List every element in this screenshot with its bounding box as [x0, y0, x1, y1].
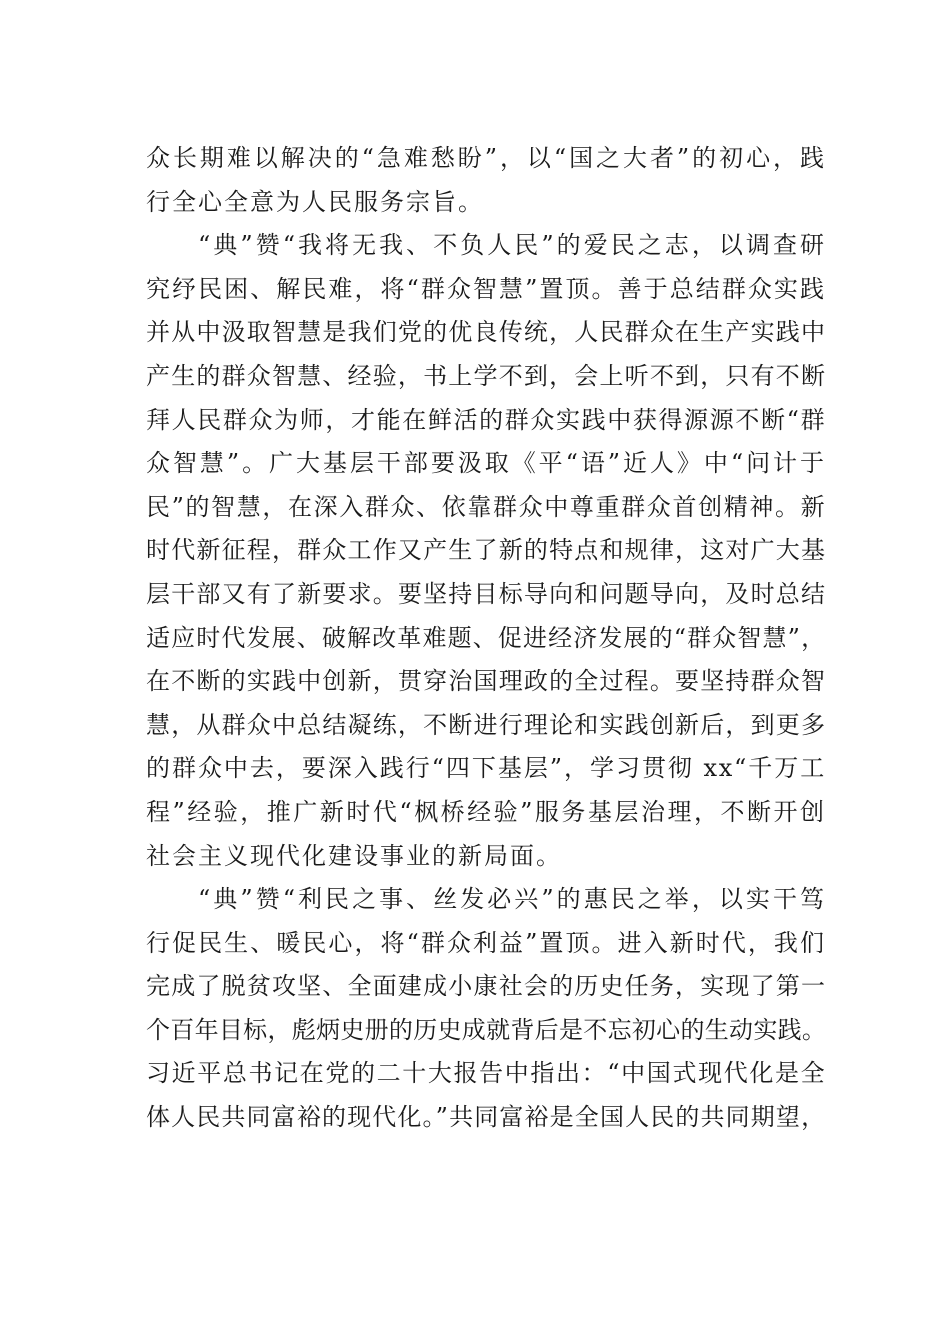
text-line: 程”经验，推广新时代“枫桥经验”服务基层治理，不断开创	[146, 797, 826, 826]
text-line: “典”赞“我将无我、不负人民”的爱民之志，以调查研	[198, 231, 826, 260]
text-line: 拜人民群众为师，才能在鲜活的群众实践中获得源源不断“群	[146, 405, 826, 434]
text-line: 的群众中去，要深入践行“四下基层”，学习贯彻 xx“千万工	[146, 754, 826, 783]
paragraph-2	[146, 224, 826, 878]
text-line: 完成了脱贫攻坚、全面建成小康社会的历史任务，实现了第一	[146, 972, 826, 1001]
text-line: 慧，从群众中总结凝练，不断进行理论和实践创新后，到更多	[146, 710, 826, 739]
text-line: 众智慧”。广大基层干部要汲取《平“语”近人》中“问计于	[146, 449, 826, 478]
text-line: 在不断的实践中创新，贯穿治国理政的全过程。要坚持群众智	[146, 667, 826, 696]
text-line: 并从中汲取智慧是我们党的优良传统，人民群众在生产实践中	[146, 318, 826, 347]
text-line: 习近平总书记在党的二十大报告中指出：“中国式现代化是全	[146, 1059, 826, 1088]
text-line: 适应时代发展、破解改革难题、促进经济发展的“群众智慧”，	[146, 623, 826, 652]
text-line: 行促民生、暖民心，将“群众利益”置顶。进入新时代，我们	[146, 928, 826, 957]
text-line: 民”的智慧，在深入群众、依靠群众中尊重群众首创精神。新	[146, 492, 826, 521]
text-line: 时代新征程，群众工作又产生了新的特点和规律，这对广大基	[146, 536, 826, 565]
text-line: 层干部又有了新要求。要坚持目标导向和问题导向，及时总结	[146, 579, 826, 608]
paragraph-1	[146, 137, 826, 224]
text-line: 究纾民困、解民难，将“群众智慧”置顶。善于总结群众实践	[146, 274, 826, 303]
text-line: “典”赞“利民之事、丝发必兴”的惠民之举，以实干笃	[198, 885, 826, 914]
text-line: 众长期难以解决的“急难愁盼”，以“国之大者”的初心，践	[146, 144, 826, 172]
paragraph-3	[146, 878, 826, 1140]
text-line: 行全心全意为人民服务宗旨。	[146, 187, 484, 216]
text-line: 个百年目标，彪炳史册的历史成就背后是不忘初心的生动实践。	[146, 1015, 826, 1044]
text-line: 产生的群众智慧、经验，书上学不到，会上听不到，只有不断	[146, 361, 826, 390]
text-line: 体人民共同富裕的现代化。”共同富裕是全国人民的共同期望，	[146, 1103, 826, 1132]
body-text	[146, 137, 826, 1140]
text-line: 社会主义现代化建设事业的新局面。	[146, 841, 562, 870]
